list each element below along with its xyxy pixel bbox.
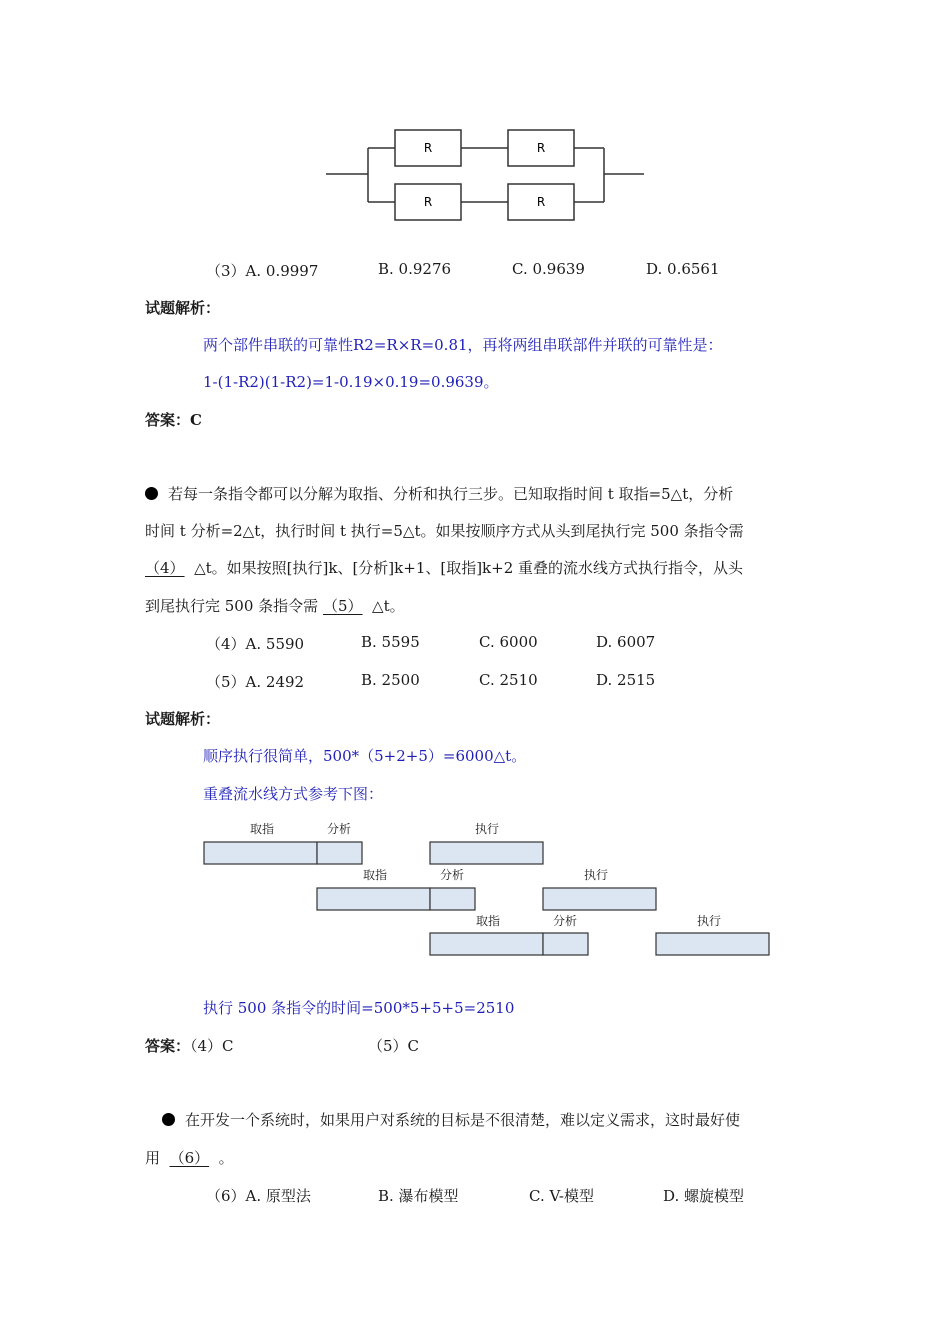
option-a: （3）A. 0.9997 (206, 262, 319, 280)
analysis-title: 试题解析： (145, 299, 221, 317)
bullet-icon (162, 1113, 175, 1126)
option-c: C. 0.9639 (512, 260, 585, 278)
resistor-box (395, 130, 461, 166)
bullet-icon (145, 487, 158, 500)
analysis-line: 两个部件串联的可靠性R2=R×R=0.81，再将两组串联部件并联的可靠性是： (203, 336, 723, 354)
analysis-line: 重叠流水线方式参考下图： (203, 785, 384, 803)
blank-5: （5） (322, 597, 363, 615)
stage-label: 分析 (552, 914, 578, 928)
option-c: C. 2510 (479, 671, 538, 689)
question-line: 若每一条指令都可以分解为取指、分析和执行三步。已知取指时间 t 取指=5△t，分析 (145, 484, 733, 504)
question-line: 用 （6） 。 (145, 1149, 234, 1167)
answer: 答案：（4）C (145, 1037, 234, 1055)
stage-label: 取指 (249, 822, 275, 836)
option-a: （6）A. 原型法 (206, 1187, 311, 1205)
question-line: （4） △t。如果按照[执行]k、[分析]k+1、[取指]k+2 重叠的流水线方式执行指令，从头 (145, 559, 744, 577)
stage-label: 执行 (583, 868, 609, 882)
option-b: B. 0.9276 (378, 260, 452, 278)
option-b: B. 5595 (361, 633, 420, 651)
execute-stage (656, 933, 769, 955)
execute-stage (543, 888, 656, 910)
option-d: D. 6007 (596, 633, 656, 651)
fetch-stage (317, 888, 430, 910)
svg-text:R: R (536, 195, 546, 209)
option-d: D. 2515 (596, 671, 656, 689)
analysis-title: 试题解析： (145, 710, 221, 728)
question-line: 时间 t 分析=2△t，执行时间 t 执行=5△t。如果按顺序方式从头到尾执行完 500 条指令需 (145, 522, 744, 540)
fetch-stage (204, 842, 317, 864)
svg-text:R: R (536, 141, 546, 155)
question-line: 到尾执行完 500 条指令需 （5） △t。 (145, 597, 405, 615)
analysis-line: 1-(1-R2)(1-R2)=1-0.19×0.19=0.9639。 (203, 373, 499, 391)
option-a: （5）A. 2492 (206, 673, 305, 691)
option-c: C. 6000 (479, 633, 538, 651)
reliability-circuit-diagram (320, 120, 660, 230)
option-d: D. 0.6561 (646, 260, 720, 278)
answer: 答案：C (145, 411, 202, 429)
stage-label: 分析 (326, 822, 352, 836)
analyze-stage (543, 933, 588, 955)
blank-4: （4） (145, 559, 185, 577)
option-a: （4）A. 5590 (206, 635, 305, 653)
option-b: B. 瀑布模型 (378, 1187, 459, 1205)
analyze-stage (430, 888, 475, 910)
analyze-stage (317, 842, 362, 864)
resistor-box (508, 184, 574, 220)
resistor-box (395, 184, 461, 220)
svg-text:R: R (423, 141, 433, 155)
stage-label: 分析 (439, 868, 465, 882)
execute-stage (430, 842, 543, 864)
stage-label: 取指 (362, 868, 388, 882)
stage-label: 执行 (696, 914, 722, 928)
resistor-box (508, 130, 574, 166)
question-line: 在开发一个系统时，如果用户对系统的目标是不很清楚，难以定义需求，这时最好使 (162, 1110, 740, 1130)
analysis-line: 执行 500 条指令的时间=500*5+5+5=2510 (203, 999, 515, 1017)
analysis-line: 顺序执行很简单，500*（5+2+5）=6000△t。 (203, 747, 527, 765)
fetch-stage (430, 933, 543, 955)
option-b: B. 2500 (361, 671, 420, 689)
option-d: D. 螺旋模型 (663, 1187, 745, 1205)
stage-label: 执行 (474, 822, 500, 836)
blank-6: （6） (169, 1149, 210, 1167)
svg-text:R: R (423, 195, 433, 209)
stage-label: 取指 (475, 914, 501, 928)
option-c: C. V-模型 (529, 1187, 595, 1205)
answer-5: （5）C (368, 1037, 420, 1055)
pipeline-diagram (200, 815, 775, 960)
